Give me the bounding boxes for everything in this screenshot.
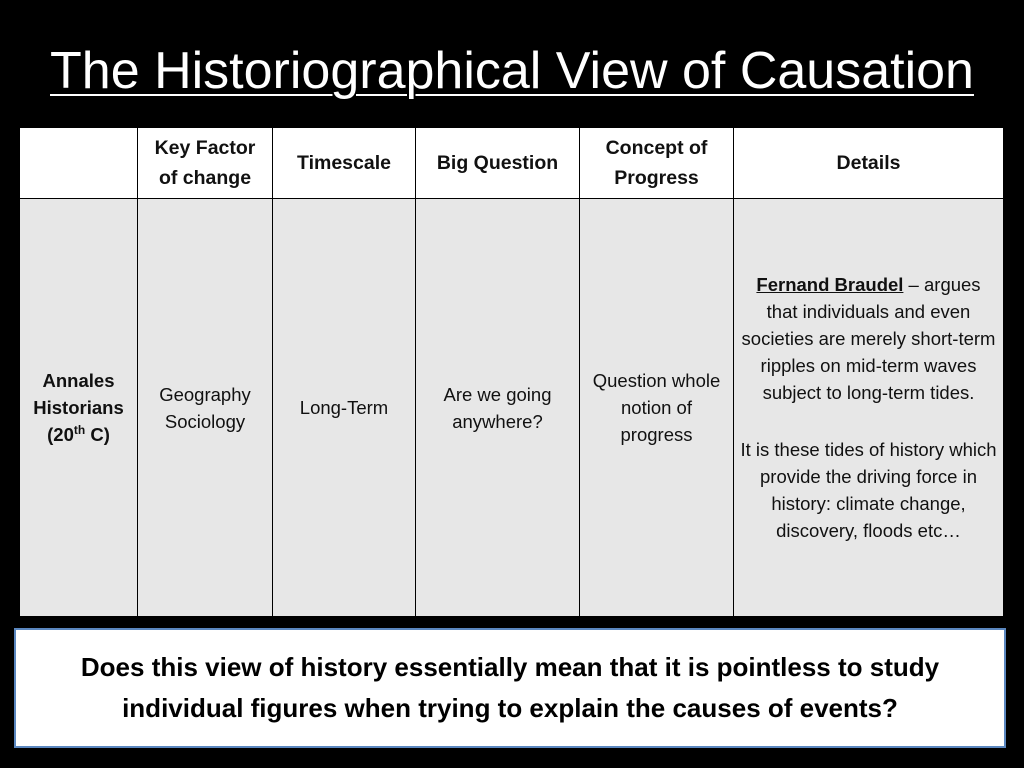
row-label-century-close: C) (85, 424, 110, 445)
key-factor-sociology: Sociology (164, 410, 246, 432)
header-concept-of-progress: Concept of Progress (580, 128, 734, 199)
table-header-row (20, 128, 1004, 199)
header-big-question: Big Question (416, 128, 580, 199)
header-timescale: Timescale (273, 128, 416, 199)
details-text-2: It is these tides of history which provide the driving force in history: climate change, discovery, floods etc… (740, 439, 997, 541)
cell-details (734, 199, 1004, 617)
key-factor-geography: Geography (159, 383, 251, 405)
table-row (20, 199, 1004, 617)
cell-concept-of-progress: Question whole notion of progress (580, 199, 734, 617)
row-label-line2: Historians (33, 397, 124, 418)
header-details: Details (734, 128, 1004, 199)
row-label-annales (20, 199, 138, 617)
details-text-1: – argues that individuals and even societies are merely short-term ripples on mid-term waves subject to long-term tides. (741, 274, 996, 403)
header-blank (20, 128, 138, 199)
causation-table (19, 127, 1004, 617)
row-label-century-open: (20 (47, 424, 74, 445)
discussion-question-text: Does this view of history essentially mean that it is pointless to study individual figures when trying to explain the causes of events? (80, 652, 940, 723)
cell-big-question: Are we going anywhere? (416, 199, 580, 617)
discussion-question-box (14, 628, 1006, 748)
header-key-factor: Key Factor of change (138, 128, 273, 199)
cell-key-factor (138, 199, 273, 617)
slide-title: The Historiographical View of Causation (50, 42, 974, 100)
row-label-line1: Annales (42, 370, 115, 391)
cell-timescale: Long-Term (273, 199, 416, 617)
row-label-century-sup: th (73, 422, 86, 437)
details-author: Fernand Braudel (756, 274, 904, 295)
